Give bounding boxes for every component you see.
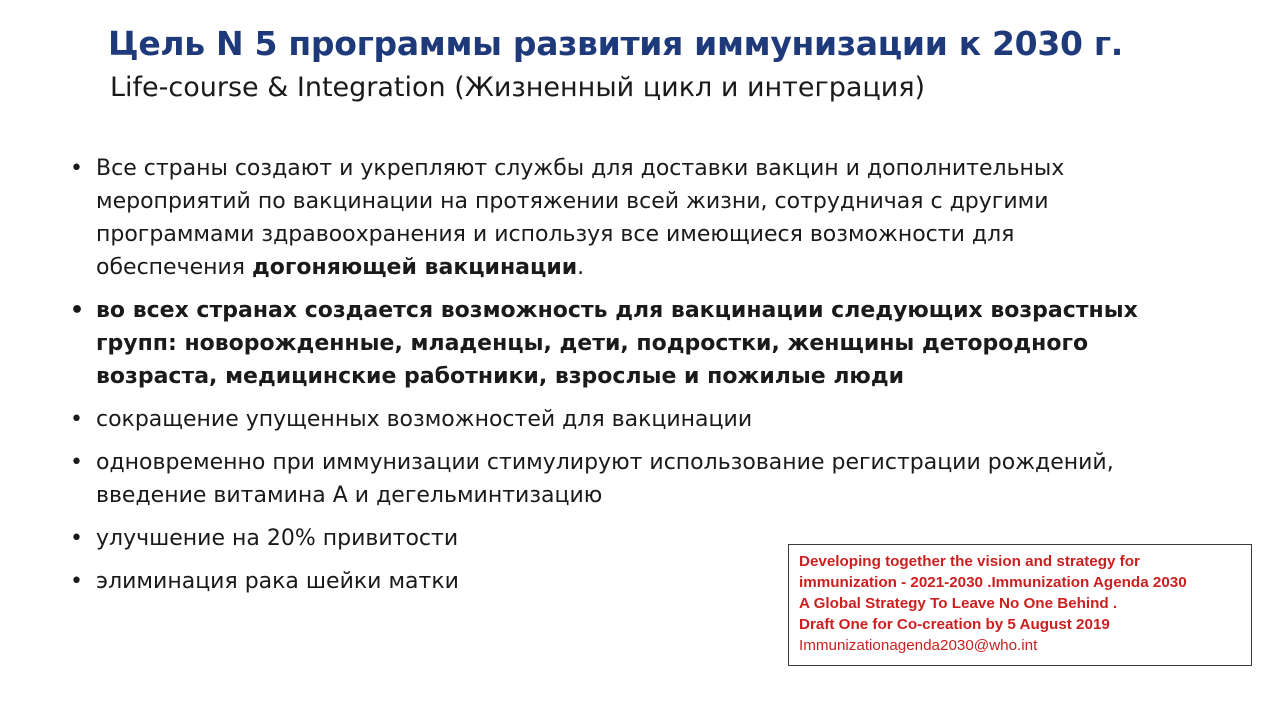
- slide-title: Цель N 5 программы развития иммунизации к 2030 г.: [108, 24, 1124, 63]
- reference-line: Draft One for Co-creation by 5 August 2019: [799, 616, 1110, 633]
- reference-line: Developing together the vision and strategy for: [799, 553, 1140, 570]
- slide-subtitle: Life-course & Integration (Жизненный цикл и интеграция): [110, 72, 926, 103]
- bullet-item-age-groups: • во всех странах создается возможность для вакцинации следующих возрастных групп: новорожденные, младенцы, дети, подростки, женщины детородного возраста, медицинские работники, взрослые и пожилые люди: [70, 294, 1145, 393]
- reference-line: immunization - 2021-2030 .Immunization Agenda 2030: [799, 574, 1187, 591]
- reference-email: Immunizationagenda2030@who.int: [799, 637, 1038, 654]
- bullet-item-services: [70, 152, 1145, 284]
- bullet-text: Все страны создают и укрепляют службы для доставки вакцин и дополнительных мероприятий по вакцинации на протяжении всей жизни, сотрудничая с другими программами здравоохранения и используя все имеющиеся возможности для обеспечения: [96, 156, 1065, 280]
- bullet-item-integration: • одновременно при иммунизации стимулируют использование регистрации рождений, введение витамина А и дегельминтизацию: [70, 446, 1145, 512]
- bullet-emphasis: догоняющей вакцинации: [252, 255, 578, 280]
- bullet-text-end: .: [577, 255, 585, 280]
- bullet-item-missed-opportunities: • сокращение упущенных возможностей для вакцинации: [70, 403, 1145, 436]
- reference-line: A Global Strategy To Leave No One Behind .: [799, 595, 1118, 612]
- bullet-item-cervical-cancer: • элиминация рака шейки матки: [70, 565, 1145, 598]
- bullet-item-coverage: • улучшение на 20% привитости: [70, 522, 1145, 555]
- reference-box: [788, 544, 1252, 666]
- bullet-list: [70, 152, 1145, 608]
